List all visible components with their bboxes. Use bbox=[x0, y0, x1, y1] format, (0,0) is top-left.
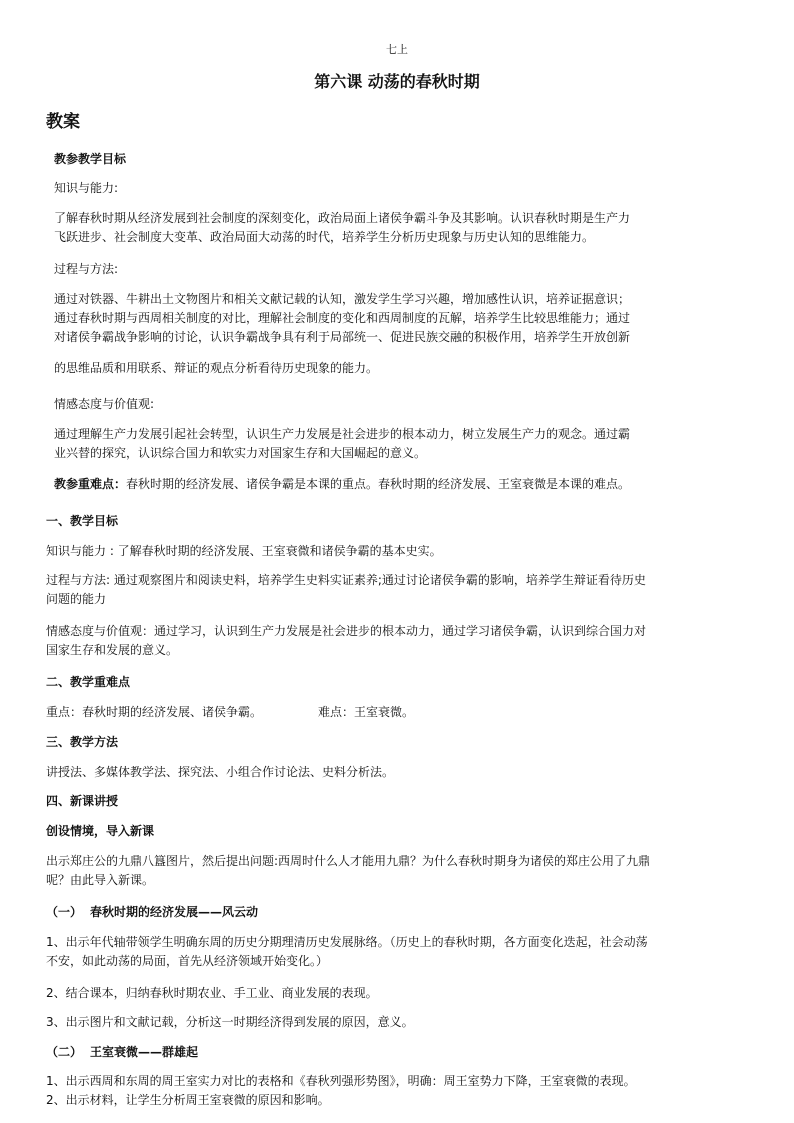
ref-key-text: 春秋时期的经济发展、诸侯争霸是本课的重点。春秋时期的经济发展、王室衰微是本课的难点。 bbox=[126, 477, 631, 491]
ref-emotion-line-2: 业兴替的探究，认识综合国力和软实力对国家生存和大国崛起的意义。 bbox=[54, 446, 427, 460]
ref-process-line-2: 通过春秋时期与西周相关制度的对比，理解社会制度的变化和西周制度的瓦解，培养学生比较思维能力；通过 bbox=[54, 311, 631, 325]
grade-label: 七上 bbox=[386, 43, 408, 56]
intro-heading: 创设情境，导入新课 bbox=[46, 824, 155, 838]
part2-number: （二） bbox=[46, 1045, 83, 1059]
part2-item1: 1、出示西周和东周的周王室实力对比的表格和《春秋列强形势图》，明确：周王室势力下降，王室衰微的表现。 bbox=[46, 1074, 636, 1088]
ref-emotion-line-1: 通过理解生产力发展引起社会转型，认识生产力发展是社会进步的根本动力，树立发展生产力的观念。通过霸 bbox=[54, 427, 631, 441]
ref-process-line-4: 的思维品质和用联系、辩证的观点分析看待历史现象的能力。 bbox=[54, 361, 379, 375]
keypoints-difficulty: 难点：王室衰微。 bbox=[318, 705, 415, 719]
lesson-title: 第六课 动荡的春秋时期 bbox=[314, 72, 480, 91]
section-heading: 教案 bbox=[46, 112, 80, 132]
intro-line-2: 呢？由此导入新课。 bbox=[46, 873, 155, 887]
goals-process-line-1: 过程与方法: 通过观察图片和阅读史料，培养学生史料实证素养;通过讨论诸侯争霸的影响，培养学生辩证看待历史 bbox=[46, 573, 646, 587]
goals-knowledge: 知识与能力 : 了解春秋时期的经济发展、王室衰微和诸侯争霸的基本史实。 bbox=[46, 544, 442, 558]
part1-heading bbox=[46, 905, 258, 919]
lecture-heading: 四、新课讲授 bbox=[46, 794, 119, 808]
ref-emotion-label: 情感态度与价值观: bbox=[54, 397, 155, 411]
ref-process-line-3: 对诸侯争霸战争影响的讨论，认识争霸战争具有利于局部统一、促进民族交融的积极作用，培养学生开放创新 bbox=[54, 330, 631, 344]
ref-knowledge-line-2: 飞跃进步、社会制度大变革、政治局面大动荡的时代，培养学生分析历史现象与历史认知的思维能力。 bbox=[54, 230, 595, 244]
part1-title: 春秋时期的经济发展——风云动 bbox=[90, 905, 259, 919]
part2-item2: 2、出示材料，让学生分析周王室衰微的原因和影响。 bbox=[46, 1093, 330, 1107]
part2-heading bbox=[46, 1045, 198, 1059]
part1-number: （一） bbox=[46, 905, 83, 919]
ref-knowledge-line-1: 了解春秋时期从经济发展到社会制度的深刻变化，政治局面上诸侯争霸斗争及其影响。认识春秋时期是生产力 bbox=[54, 211, 631, 225]
part1-item1-line-2: 不安，如此动荡的局面，首先从经济领域开始变化。） bbox=[46, 954, 329, 968]
part2-title: 王室衰微——群雄起 bbox=[90, 1045, 199, 1059]
ref-process-label: 过程与方法: bbox=[54, 262, 119, 276]
part1-item1-line-1: 1、出示年代轴带领学生明确东周的历史分期理清历史发展脉络。（历史上的春秋时期，各方面变化迭起，社会动荡 bbox=[46, 935, 648, 949]
ref-key-label: 教参重难点： bbox=[54, 477, 127, 491]
goals-emotion-line-1: 情感态度与价值观：通过学习，认识到生产力发展是社会进步的根本动力，通过学习诸侯争霸，认识到综合国力对 bbox=[46, 624, 647, 638]
methods-heading: 三、教学方法 bbox=[46, 735, 119, 749]
keypoints-heading: 二、教学重难点 bbox=[46, 675, 131, 689]
part1-item2: 2、结合课本，归纳春秋时期农业、手工业、商业发展的表现。 bbox=[46, 986, 378, 1000]
goals-process-line-2: 问题的能力 bbox=[46, 592, 107, 606]
intro-line-1: 出示郑庄公的九鼎八簋图片，然后提出问题:西周时什么人才能用九鼎？为什么春秋时期身为诸侯的郑庄公用了九鼎 bbox=[46, 854, 651, 868]
methods-text: 讲授法、多媒体教学法、探究法、小组合作讨论法、史料分析法。 bbox=[46, 765, 395, 779]
ref-process-line-1: 通过对铁器、牛耕出土文物图片和相关文献记载的认知，激发学生学习兴趣，增加感性认识，培养证据意识； bbox=[54, 292, 631, 306]
ref-knowledge-label: 知识与能力: bbox=[54, 181, 119, 195]
keypoints-focus: 重点：春秋时期的经济发展、诸侯争霸。 bbox=[46, 705, 263, 719]
goals-heading: 一、教学目标 bbox=[46, 514, 119, 528]
ref-key-difficulty bbox=[54, 477, 630, 491]
ref-goals-heading: 教参教学目标 bbox=[54, 152, 127, 166]
goals-emotion-line-2: 国家生存和发展的意义。 bbox=[46, 643, 179, 657]
part1-item3: 3、出示图片和文献记载，分析这一时期经济得到发展的原因，意义。 bbox=[46, 1015, 414, 1029]
